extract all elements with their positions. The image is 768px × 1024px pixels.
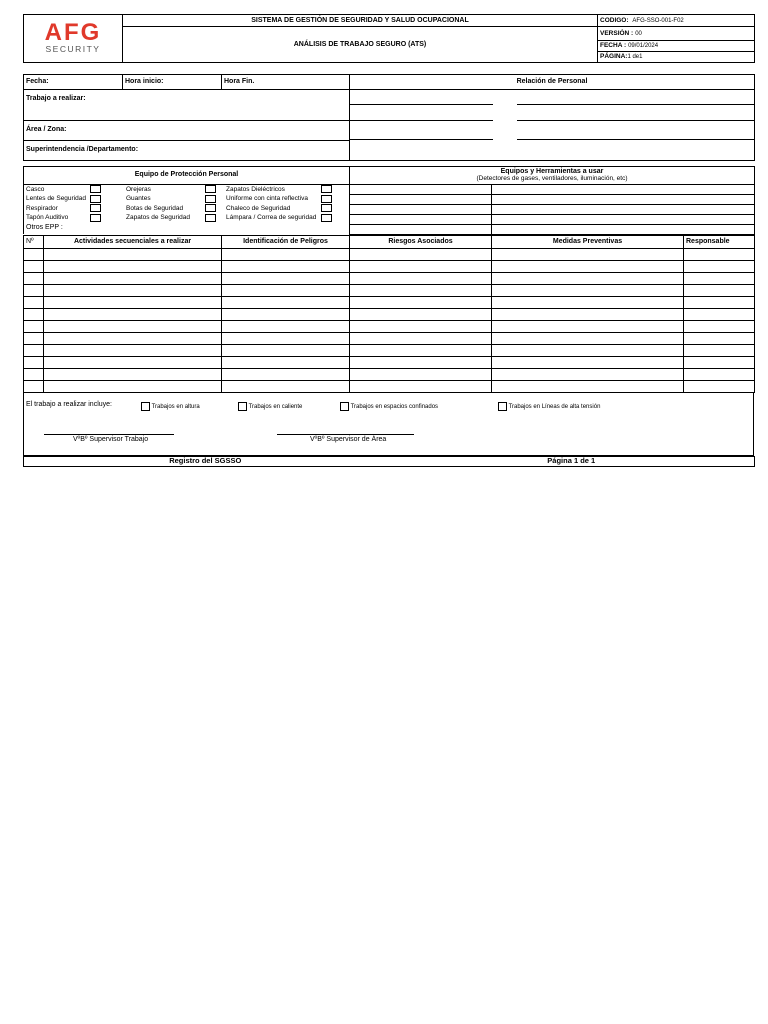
activity-cell[interactable] [684, 380, 755, 392]
include-option-altura[interactable]: Trabajos en altura [141, 402, 200, 411]
tool-cell[interactable] [350, 184, 492, 194]
ppe-item: Zapatos Dieléctricos [226, 185, 285, 193]
meta-codigo: CODIGO: AFG-SSO-001-F02 [598, 15, 755, 27]
header-table [23, 14, 755, 63]
col-header-num: Nº [24, 235, 44, 248]
table-row [24, 332, 755, 344]
activity-cell[interactable] [350, 272, 492, 284]
activity-cell[interactable] [350, 344, 492, 356]
ppe-item: Respirador [26, 204, 58, 212]
system-title: SISTEMA DE GESTIÓN DE SEGURIDAD Y SALUD OCUPACIONAL [123, 15, 598, 27]
activity-cell[interactable] [492, 272, 684, 284]
ppe-item: Guantes [126, 195, 151, 203]
activity-cell[interactable] [24, 332, 44, 344]
hora-inicio-field[interactable]: Hora inicio: [123, 74, 222, 89]
tool-cell[interactable] [350, 224, 492, 234]
activity-cell[interactable] [492, 332, 684, 344]
activity-cell[interactable] [492, 296, 684, 308]
activities-table [23, 235, 755, 393]
activity-cell[interactable] [222, 272, 350, 284]
trabajo-field[interactable]: Trabajo a realizar: [24, 89, 350, 120]
ppe-title: Equipo de Protección Personal [24, 166, 350, 184]
col-header-riesgos: Riesgos Asociados [350, 235, 492, 248]
activity-cell[interactable] [350, 284, 492, 296]
logo-sub: SECURITY [45, 44, 101, 54]
table-row [24, 308, 755, 320]
ppe-checkbox[interactable] [321, 185, 332, 193]
ppe-checkbox[interactable] [321, 204, 332, 212]
footer-registro: Registro del SGSSO [24, 456, 389, 466]
activity-cell[interactable] [350, 248, 492, 260]
activity-cell[interactable] [492, 344, 684, 356]
activity-cell[interactable] [24, 260, 44, 272]
table-row [24, 284, 755, 296]
area-field[interactable]: Área / Zona: [24, 120, 350, 140]
activity-cell[interactable] [350, 380, 492, 392]
ppe-checkbox[interactable] [90, 214, 101, 222]
tool-cell[interactable] [350, 214, 492, 224]
signature-label-area: VºBº Supervisor de Área [310, 435, 387, 443]
activity-cell[interactable] [24, 368, 44, 380]
activity-cell[interactable] [24, 296, 44, 308]
ppe-item: Lentes de Seguridad [26, 195, 86, 203]
activity-cell[interactable] [684, 368, 755, 380]
ppe-item: Casco [26, 185, 45, 193]
include-option-caliente[interactable]: Trabajos en caliente [238, 402, 302, 411]
activity-cell[interactable] [684, 308, 755, 320]
activity-cell[interactable] [492, 308, 684, 320]
table-row [24, 260, 755, 272]
include-option-confinados[interactable]: Trabajos en espacios confinados [340, 402, 438, 411]
table-row [24, 356, 755, 368]
doc-title: ANÁLISIS DE TRABAJO SEGURO (ATS) [123, 27, 598, 63]
signature-label-trabajo: VºBº Supervisor Trabajo [73, 435, 149, 443]
activity-cell[interactable] [350, 356, 492, 368]
tool-cell[interactable] [350, 204, 492, 214]
ppe-list [24, 184, 350, 234]
activity-cell[interactable] [44, 296, 222, 308]
activity-cell[interactable] [24, 344, 44, 356]
activity-cell[interactable] [222, 332, 350, 344]
activity-cell[interactable] [492, 260, 684, 272]
activity-cell[interactable] [492, 284, 684, 296]
relacion-personal-lines[interactable] [350, 89, 755, 160]
activity-cell[interactable] [350, 260, 492, 272]
afg-logo-icon [26, 15, 121, 59]
logo [24, 15, 123, 63]
ppe-item: Lámpara / Correa de seguridad [226, 214, 317, 222]
meta-pagina: PÁGINA:1 de1 [598, 51, 755, 62]
ppe-item: Orejeras [126, 185, 151, 193]
activity-cell[interactable] [492, 248, 684, 260]
ppe-checkbox[interactable] [321, 214, 332, 222]
table-row [24, 380, 755, 392]
tool-cell[interactable] [492, 184, 755, 194]
col-header-responsable: Responsable [684, 235, 755, 248]
footer-pagina: Página 1 de 1 [389, 456, 755, 466]
activity-cell[interactable] [350, 332, 492, 344]
activity-cell[interactable] [24, 320, 44, 332]
ppe-item: Tapón Auditivo [26, 214, 69, 222]
activity-cell[interactable] [684, 248, 755, 260]
tool-cell[interactable] [492, 224, 755, 234]
include-option-alta-tension[interactable]: Trabajos en Líneas de alta tensión [498, 402, 600, 411]
ppe-checkbox[interactable] [321, 195, 332, 203]
table-row [24, 344, 755, 356]
activity-cell[interactable] [684, 320, 755, 332]
activity-cell[interactable] [684, 332, 755, 344]
activity-cell[interactable] [44, 260, 222, 272]
table-row [24, 320, 755, 332]
activity-cell[interactable] [222, 284, 350, 296]
activity-cell[interactable] [44, 356, 222, 368]
signature-section [23, 393, 754, 456]
activity-cell[interactable] [350, 296, 492, 308]
activity-cell[interactable] [684, 296, 755, 308]
meta-fecha: FECHA : 09/01/2024 [598, 40, 755, 51]
ppe-item: Botas de Seguridad [126, 204, 184, 212]
ppe-item: Chaleco de Seguridad [226, 204, 291, 212]
activity-cell[interactable] [492, 320, 684, 332]
activity-cell[interactable] [44, 368, 222, 380]
activity-cell[interactable] [44, 380, 222, 392]
activity-cell[interactable] [350, 368, 492, 380]
include-checkbox[interactable] [498, 402, 507, 411]
col-header-medidas: Medidas Preventivas [492, 235, 684, 248]
activity-cell[interactable] [24, 284, 44, 296]
activity-cell[interactable] [222, 296, 350, 308]
activity-cell[interactable] [222, 368, 350, 380]
tool-cell[interactable] [492, 204, 755, 214]
activity-cell[interactable] [222, 380, 350, 392]
activity-cell[interactable] [44, 344, 222, 356]
table-row [24, 296, 755, 308]
ppe-tools-table [23, 166, 755, 235]
table-row [24, 248, 755, 260]
activity-cell[interactable] [44, 248, 222, 260]
ats-form [23, 14, 754, 467]
activity-cell[interactable] [44, 308, 222, 320]
activity-cell[interactable] [492, 380, 684, 392]
footer-table [23, 456, 755, 467]
activity-cell[interactable] [492, 368, 684, 380]
fecha-field[interactable]: Fecha: [24, 74, 123, 89]
activity-cell[interactable] [350, 320, 492, 332]
otros-epp-field[interactable]: Otros EPP : [26, 223, 63, 231]
hora-fin-field[interactable]: Hora Fin. [222, 74, 350, 89]
ppe-item: Uniforme con cinta reflectiva [226, 195, 309, 203]
activity-cell[interactable] [684, 356, 755, 368]
ppe-checkbox[interactable] [90, 195, 101, 203]
activity-cell[interactable] [24, 308, 44, 320]
activity-cell[interactable] [222, 248, 350, 260]
signature-line-trabajo[interactable] [44, 434, 174, 435]
ppe-checkbox[interactable] [90, 185, 101, 193]
relacion-personal-title: Relación de Personal [350, 74, 755, 89]
activity-cell[interactable] [44, 332, 222, 344]
include-checkbox[interactable] [340, 402, 349, 411]
ppe-item: Zapatos de Seguridad [126, 214, 190, 222]
activity-cell[interactable] [350, 308, 492, 320]
include-checkbox[interactable] [141, 402, 150, 411]
activity-cell[interactable] [44, 284, 222, 296]
info-table [23, 74, 755, 161]
tools-title: Equipos y Herramientas a usar (Detectores de gases, ventiladores, iluminación, etc) [350, 166, 755, 184]
include-checkbox[interactable] [238, 402, 247, 411]
activity-cell[interactable] [222, 356, 350, 368]
ppe-checkbox[interactable] [205, 185, 216, 193]
includes-label: El trabajo a realizar incluye: [26, 400, 112, 408]
tool-cell[interactable] [350, 194, 492, 204]
tool-cell[interactable] [492, 214, 755, 224]
superintendencia-field[interactable]: Superintendencia /Departamento: [24, 140, 350, 160]
logo-brand: AFG [44, 19, 102, 46]
activity-cell[interactable] [24, 356, 44, 368]
activity-cell[interactable] [44, 320, 222, 332]
table-row [24, 272, 755, 284]
ppe-checkbox[interactable] [205, 214, 216, 222]
tool-cell[interactable] [492, 194, 755, 204]
activity-cell[interactable] [684, 344, 755, 356]
col-header-actividades: Actividades secuenciales a realizar [44, 235, 222, 248]
activity-cell[interactable] [222, 344, 350, 356]
signature-line-area[interactable] [277, 434, 414, 435]
activity-cell[interactable] [24, 248, 44, 260]
ppe-checkbox[interactable] [205, 204, 216, 212]
meta-version: VERSIÓN : 00 [598, 27, 755, 41]
activity-cell[interactable] [492, 356, 684, 368]
table-row [24, 368, 755, 380]
activity-cell[interactable] [684, 284, 755, 296]
ppe-checkbox[interactable] [90, 204, 101, 212]
activity-cell[interactable] [684, 260, 755, 272]
ppe-checkbox[interactable] [205, 195, 216, 203]
activity-cell[interactable] [24, 380, 44, 392]
activity-cell[interactable] [44, 272, 222, 284]
activity-cell[interactable] [222, 320, 350, 332]
activity-cell[interactable] [684, 272, 755, 284]
activity-cell[interactable] [24, 272, 44, 284]
activity-cell[interactable] [222, 260, 350, 272]
col-header-peligros: Identificación de Peligros [222, 235, 350, 248]
activity-cell[interactable] [222, 308, 350, 320]
